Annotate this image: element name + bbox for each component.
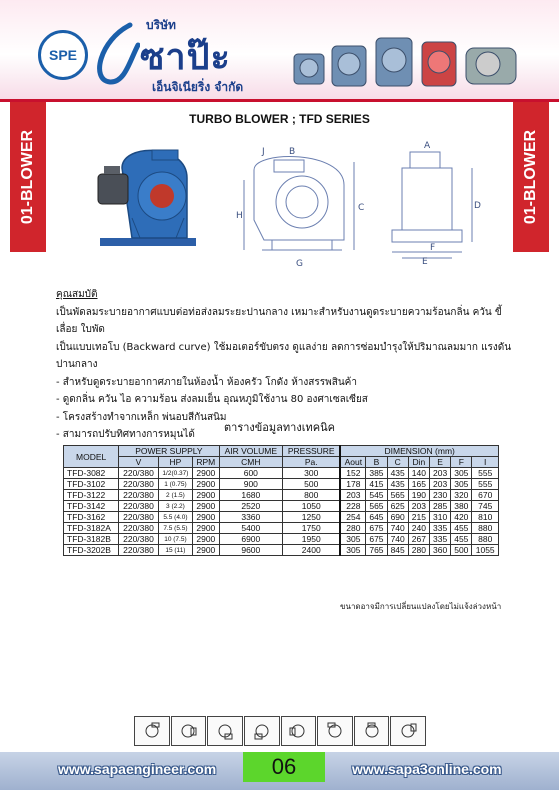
table-cell: 220/380 (119, 534, 159, 545)
svg-text:C: C (358, 203, 365, 213)
rotation-diagram (171, 716, 207, 746)
table-cell: 2900 (193, 534, 219, 545)
logo-text: SPE (48, 47, 77, 63)
table-row (64, 468, 499, 479)
sub-header: CMH (219, 457, 283, 468)
table-cell: 2900 (193, 523, 219, 534)
table-cell: 500 (451, 545, 472, 556)
table-cell: 2520 (219, 501, 283, 512)
rotation-diagram (244, 716, 280, 746)
table-row (64, 523, 499, 534)
table-cell: 880 (472, 534, 499, 545)
table-cell: 15 (11) (158, 545, 192, 556)
table-cell: 305 (340, 545, 365, 556)
sub-header: HP (158, 457, 192, 468)
svg-text:E: E (422, 257, 428, 267)
bullet-item: - ดูดกลิ่น ควัน ไอ ความร้อน ส่งลมเย็น อุณหภูมิใช้งาน 80 องศาเซลเซียส (56, 394, 368, 405)
table-row (64, 534, 499, 545)
table-cell: 625 (387, 501, 408, 512)
rotation-direction-strip (134, 716, 426, 746)
sub-header: E (429, 457, 450, 468)
table-cell: 280 (408, 545, 429, 556)
table-cell: 2900 (193, 490, 219, 501)
table-row (64, 512, 499, 523)
table-cell: 1250 (283, 512, 341, 523)
page-header (0, 0, 559, 102)
bullet-item: - โครงสร้างทำจากเหล็ก พ่นอบสีกันสนิม (56, 411, 227, 423)
sub-header: I (472, 457, 499, 468)
side-tab-right-label: 01-BLOWER (522, 129, 540, 225)
table-cell: 670 (472, 490, 499, 501)
table-cell: 2900 (193, 501, 219, 512)
table-cell: 178 (340, 479, 365, 490)
svg-text:D: D (474, 201, 481, 211)
table-cell: 254 (340, 512, 365, 523)
table-cell: 305 (451, 468, 472, 479)
table-cell: 690 (387, 512, 408, 523)
table-cell: 285 (429, 501, 450, 512)
table-cell: 1050 (283, 501, 341, 512)
table-cell: 220/380 (119, 545, 159, 556)
table-cell: 220/380 (119, 501, 159, 512)
table-cell: 845 (387, 545, 408, 556)
turbo-blower-photo (92, 138, 204, 258)
table-cell: 435 (387, 468, 408, 479)
table-cell: 220/380 (119, 523, 159, 534)
table-cell: 215 (408, 512, 429, 523)
table-cell: 190 (408, 490, 429, 501)
col-pressure: PRESSURE (283, 446, 341, 457)
table-cell: 565 (387, 490, 408, 501)
table-cell: 420 (451, 512, 472, 523)
table-cell: 203 (429, 468, 450, 479)
table-cell: 1750 (283, 523, 341, 534)
table-cell: 320 (451, 490, 472, 501)
table-cell: 1055 (472, 545, 499, 556)
table-cell: 10 (7.5) (158, 534, 192, 545)
sub-header: V (119, 457, 159, 468)
table-cell: 140 (408, 468, 429, 479)
table-cell: TFD-3182B (64, 534, 119, 545)
table-cell: TFD-3122 (64, 490, 119, 501)
disclaimer-note: ขนาดอาจมีการเปลี่ยนแปลงโดยไม่แจ้งล่วงหน้า (340, 602, 502, 611)
table-cell: 220/380 (119, 490, 159, 501)
table-row (64, 479, 499, 490)
table-cell: 5400 (219, 523, 283, 534)
table-cell: 740 (387, 534, 408, 545)
side-tab-left-label: 01-BLOWER (19, 129, 37, 225)
spec-table (63, 445, 499, 556)
website-link-left[interactable]: www.sapaengineer.com (58, 761, 217, 777)
blower-products-illustration (292, 28, 522, 94)
table-cell: TFD-3202B (64, 545, 119, 556)
table-cell: TFD-3142 (64, 501, 119, 512)
description-paragraph-2: เป็นแบบเทอโบ (Backward curve) ใช้มอเตอร์ขับตรง ดูแลง่าย ลดการซ่อมบำรุงให้ปริมาณลมมาก แรงดันปานกลาง (56, 341, 512, 370)
bullet-item: - สำหรับดูดระบายอากาศภายในห้องน้ำ ห้องครัว โกดัง ห้างสรรพสินค้า (56, 376, 357, 388)
table-cell: 335 (429, 534, 450, 545)
table-cell: 765 (366, 545, 387, 556)
table-cell: 545 (366, 490, 387, 501)
table-cell: 9600 (219, 545, 283, 556)
alpha-swoosh-icon (80, 20, 140, 90)
table-cell: 3 (2.2) (158, 501, 192, 512)
brand-name: ซาป๊ะ (140, 37, 231, 78)
table-cell: 1950 (283, 534, 341, 545)
table-cell: 565 (366, 501, 387, 512)
bullet-item: - สามารถปรับทิศทางการหมุนได้ (56, 429, 195, 440)
footer-bottom-band (0, 790, 559, 800)
table-cell: 1/2(0.37) (158, 468, 192, 479)
table-cell: 1 (0.75) (158, 479, 192, 490)
table-cell: 360 (429, 545, 450, 556)
table-cell: 267 (408, 534, 429, 545)
table-cell: 1680 (219, 490, 283, 501)
table-cell: TFD-3082 (64, 468, 119, 479)
svg-text:B: B (289, 147, 296, 157)
table-title: ตารางข้อมูลทางเทคนิค (224, 421, 335, 434)
sub-header: F (451, 457, 472, 468)
rotation-diagram (207, 716, 243, 746)
svg-text:J: J (262, 147, 265, 157)
table-cell: 900 (219, 479, 283, 490)
table-cell: 645 (366, 512, 387, 523)
table-cell: 228 (340, 501, 365, 512)
table-cell: 6900 (219, 534, 283, 545)
table-cell: 2 (1.5) (158, 490, 192, 501)
table-cell: 335 (429, 523, 450, 534)
table-cell: 555 (472, 479, 499, 490)
sub-header: Aout (340, 457, 365, 468)
table-cell: 305 (340, 534, 365, 545)
svg-text:G: G (296, 259, 303, 269)
table-cell: 455 (451, 523, 472, 534)
table-cell: 555 (472, 468, 499, 479)
rotation-diagram (354, 716, 390, 746)
table-cell: 203 (408, 501, 429, 512)
sub-header: B (366, 457, 387, 468)
table-cell: 600 (219, 468, 283, 479)
table-cell: 380 (451, 501, 472, 512)
table-row (64, 545, 499, 556)
table-cell: 305 (451, 479, 472, 490)
col-power-supply: POWER SUPPLY (119, 446, 219, 457)
rotation-diagram (134, 716, 170, 746)
table-cell: 203 (429, 479, 450, 490)
table-cell: 240 (408, 523, 429, 534)
table-cell: 500 (283, 479, 341, 490)
website-link-right[interactable]: www.sapa3online.com (352, 761, 502, 777)
table-row (64, 490, 499, 501)
table-cell: 745 (472, 501, 499, 512)
table-cell: 5.5 (4.0) (158, 512, 192, 523)
table-cell: 880 (472, 523, 499, 534)
table-cell: 455 (451, 534, 472, 545)
table-cell: 385 (366, 468, 387, 479)
table-cell: 220/380 (119, 479, 159, 490)
table-cell: TFD-3102 (64, 479, 119, 490)
sub-header: C (387, 457, 408, 468)
table-cell: 2900 (193, 512, 219, 523)
table-cell: 800 (283, 490, 341, 501)
col-air-volume: AIR VOLUME (219, 446, 283, 457)
sub-header: Din (408, 457, 429, 468)
page-number: 06 (243, 752, 325, 782)
col-dimension: DIMENSION (mm) (340, 446, 498, 457)
table-cell: 675 (366, 534, 387, 545)
table-cell: 220/380 (119, 468, 159, 479)
dimension-drawing (234, 140, 494, 270)
table-cell: TFD-3162 (64, 512, 119, 523)
table-cell: 415 (366, 479, 387, 490)
table-cell: 165 (408, 479, 429, 490)
description-heading: คุณสมบัติ (56, 289, 98, 300)
table-row (64, 501, 499, 512)
table-cell: 2900 (193, 468, 219, 479)
rotation-diagram (317, 716, 353, 746)
table-cell: 310 (429, 512, 450, 523)
svg-text:F: F (430, 243, 436, 253)
brand-subtitle: เอ็นจิเนียริ่ง จำกัด (152, 80, 244, 94)
table-cell: 435 (387, 479, 408, 490)
brand-prefix: บริษัท (146, 18, 176, 32)
sub-header: Pa. (283, 457, 341, 468)
table-cell: 230 (429, 490, 450, 501)
sub-header: RPM (193, 457, 219, 468)
table-cell: 300 (283, 468, 341, 479)
table-cell: 152 (340, 468, 365, 479)
rotation-diagram (390, 716, 426, 746)
table-cell: 7.5 (5.5) (158, 523, 192, 534)
table-cell: 3360 (219, 512, 283, 523)
table-cell: 2400 (283, 545, 341, 556)
table-cell: 675 (366, 523, 387, 534)
table-cell: 280 (340, 523, 365, 534)
description-paragraph-1: เป็นพัดลมระบายอากาศแบบต่อท่อส่งลมระยะปานกลาง เหมาะสำหรับงานดูดระบายความร้อนกลิ่น ควัน ขี้เลื่อย ใบพัด (56, 306, 502, 335)
table-cell: 740 (387, 523, 408, 534)
table-cell: 203 (340, 490, 365, 501)
svg-text:H: H (236, 211, 243, 221)
rotation-diagram (281, 716, 317, 746)
table-cell: TFD-3182A (64, 523, 119, 534)
col-model: MODEL (64, 446, 119, 468)
table-cell: 2900 (193, 479, 219, 490)
product-title: TURBO BLOWER ; TFD SERIES (189, 112, 370, 126)
svg-text:A: A (424, 141, 431, 151)
table-cell: 2900 (193, 545, 219, 556)
table-cell: 220/380 (119, 512, 159, 523)
table-cell: 810 (472, 512, 499, 523)
